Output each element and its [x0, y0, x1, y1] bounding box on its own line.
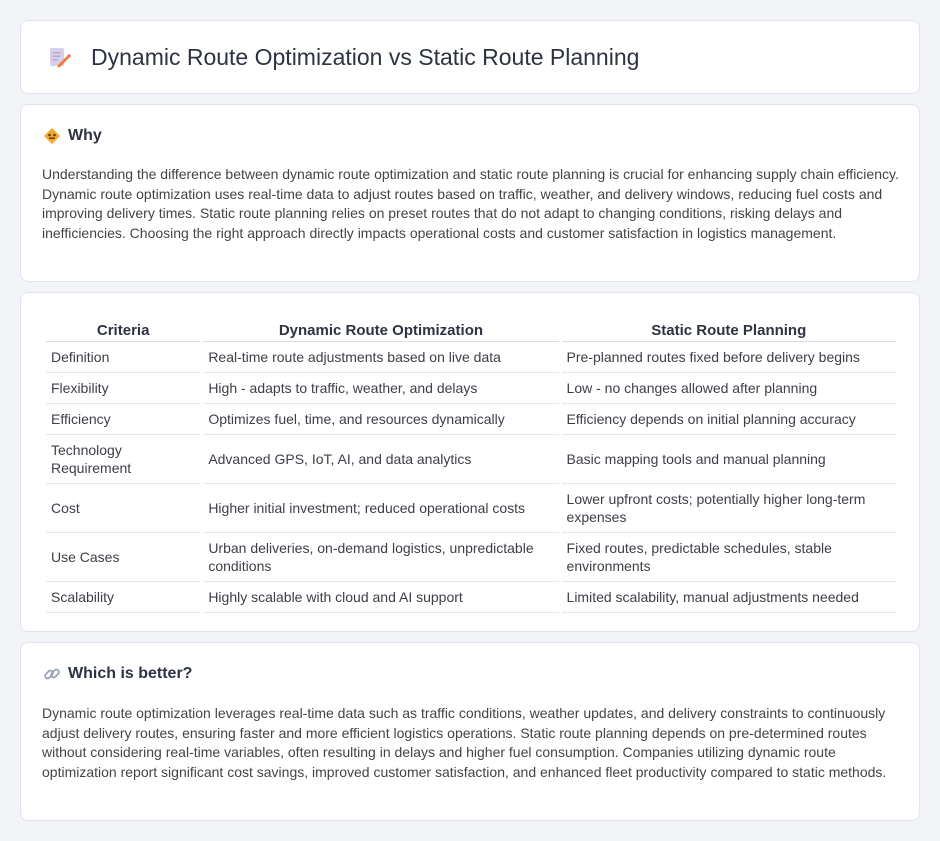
why-section — [20, 104, 920, 282]
table-row — [46, 404, 896, 435]
why-body: Understanding the difference between dynamic route optimization and static route planning is crucial for enhancing supply chain efficiency. Dynamic route optimization uses real-time data to adjust routes based on traffic, weather, and delivery windows, reducing fuel costs and improving delivery times. Static route planning relies on preset routes that do not adapt to changing conditions, risking delays and inefficiencies. Choosing the right approach directly impacts operational costs and customer satisfaction in logistics management. — [42, 166, 899, 241]
why-heading: Why — [68, 127, 102, 144]
column-header-criteria: Criteria — [46, 315, 200, 342]
title-card — [20, 20, 920, 94]
static-cell: Pre-planned routes fixed before delivery begins — [562, 342, 896, 373]
static-cell: Fixed routes, predictable schedules, stable environments — [562, 533, 896, 582]
criteria-cell: Definition — [46, 342, 200, 373]
static-cell: Limited scalability, manual adjustments needed — [562, 582, 896, 613]
table-row — [46, 373, 896, 404]
table-row — [46, 342, 896, 373]
table-row — [46, 582, 896, 613]
criteria-cell: Flexibility — [46, 373, 200, 404]
table-row — [46, 484, 896, 533]
dynamic-cell: Urban deliveries, on-demand logistics, unpredictable conditions — [203, 533, 558, 582]
criteria-cell: Technology Requirement — [46, 435, 200, 484]
criteria-cell: Scalability — [46, 582, 200, 613]
comparison-table — [43, 315, 899, 613]
static-cell: Basic mapping tools and manual planning — [562, 435, 896, 484]
table-header-row — [46, 315, 896, 342]
static-cell: Efficiency depends on initial planning accuracy — [562, 404, 896, 435]
table-row — [46, 533, 896, 582]
column-header-dynamic: Dynamic Route Optimization — [203, 315, 558, 342]
which-is-better-body: Dynamic route optimization leverages real-time data such as traffic conditions, weather updates, and delivery constraints to continuously adjust delivery routes, ensuring faster and more efficient logistics operations. Static route planning depends on pre-determined routes without considering real-time variables, often resulting in delays and higher fuel consumption. Companies utilizing dynamic route optimization report significant cost savings, improved customer satisfaction, and enhanced fleet productivity compared to static methods. — [42, 705, 887, 780]
dynamic-cell: Optimizes fuel, time, and resources dynamically — [203, 404, 558, 435]
static-cell: Low - no changes allowed after planning — [562, 373, 896, 404]
dynamic-cell: Highly scalable with cloud and AI support — [203, 582, 558, 613]
static-cell: Lower upfront costs; potentially higher long-term expenses — [562, 484, 896, 533]
criteria-cell: Efficiency — [46, 404, 200, 435]
dynamic-cell: Higher initial investment; reduced operational costs — [203, 484, 558, 533]
which-is-better-heading: Which is better? — [68, 665, 193, 682]
dynamic-cell: High - adapts to traffic, weather, and delays — [203, 373, 558, 404]
link-icon — [43, 665, 61, 683]
warning-sign-icon — [43, 127, 61, 145]
dynamic-cell: Advanced GPS, IoT, AI, and data analytics — [203, 435, 558, 484]
which-is-better-section — [20, 642, 920, 821]
column-header-static: Static Route Planning — [562, 315, 896, 342]
criteria-cell: Use Cases — [46, 533, 200, 582]
page-title: Dynamic Route Optimization vs Static Route Planning — [91, 43, 640, 70]
comparison-section — [20, 292, 920, 632]
dynamic-cell: Real-time route adjustments based on live data — [203, 342, 558, 373]
table-row — [46, 435, 896, 484]
criteria-cell: Cost — [46, 484, 200, 533]
document-pencil-icon — [47, 45, 71, 69]
